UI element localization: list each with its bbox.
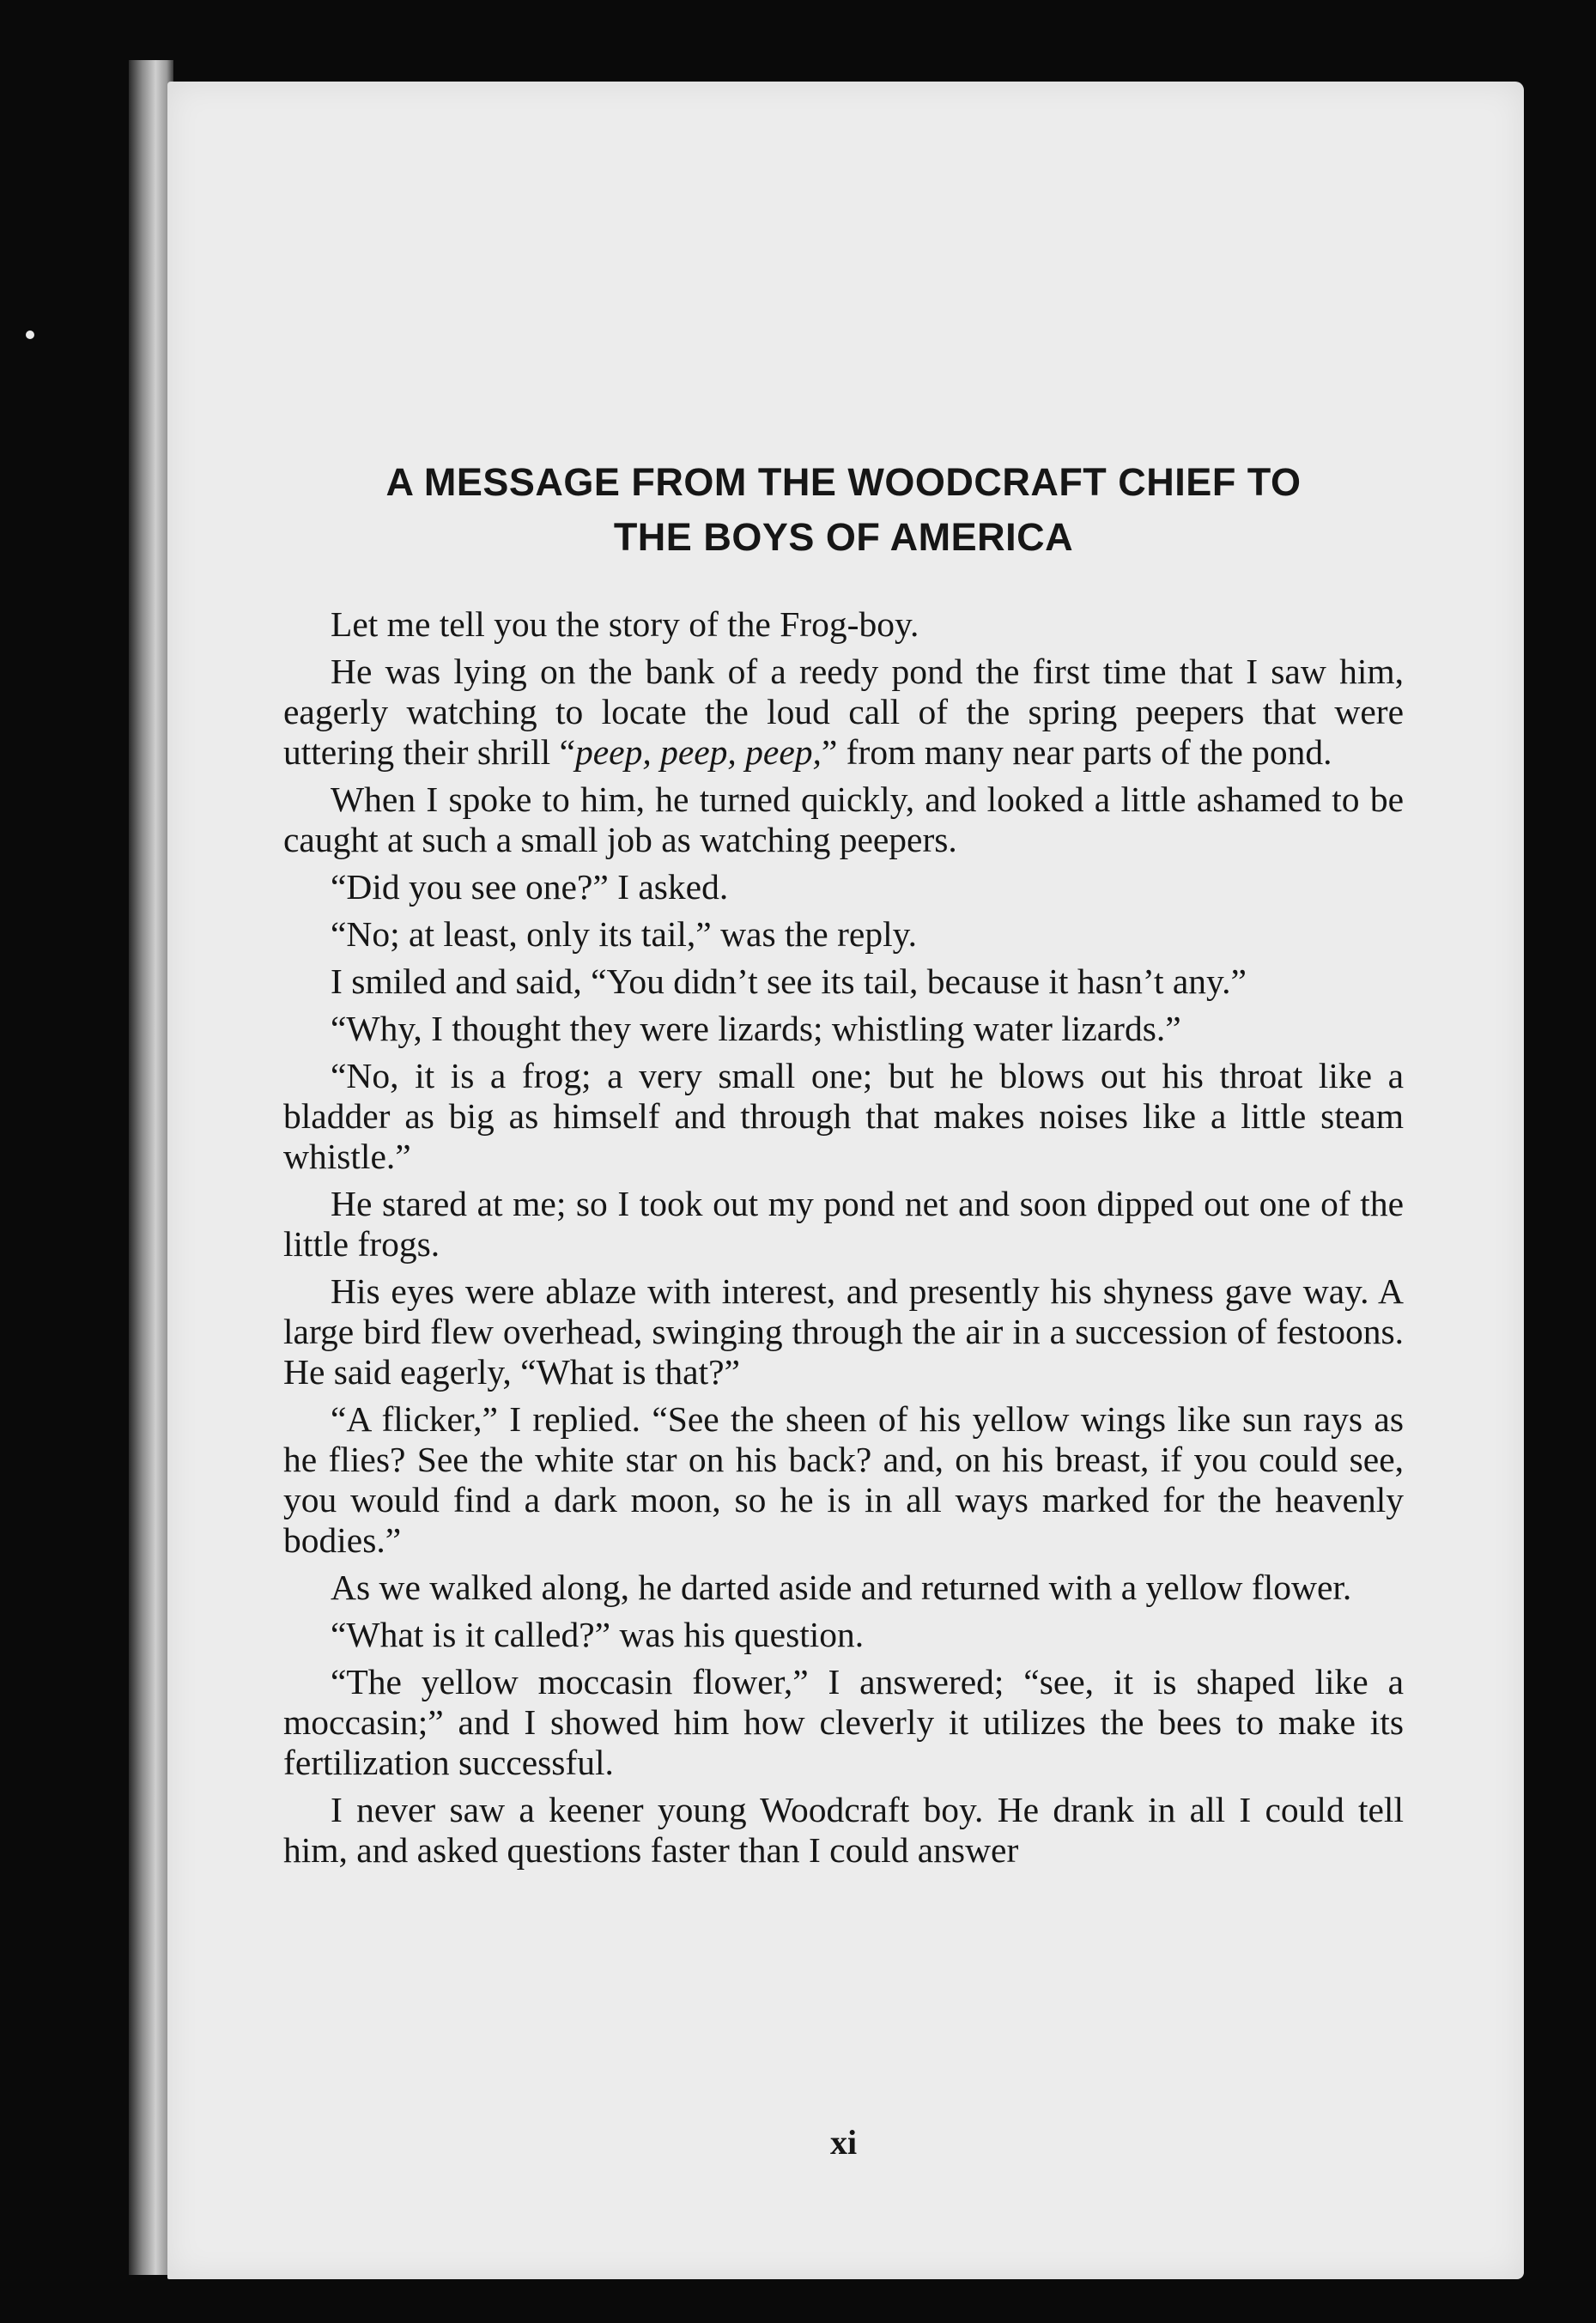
paragraph-14: “The yellow moccasin flower,” I answered; “see, it is shaped like a moccasin;” and I showed him how cleverly it utilizes the bees to make its fertilization successful. — [283, 1662, 1404, 1782]
paragraph-4: “Did you see one?” I asked. — [331, 867, 729, 907]
paragraph-2-italic: peep, peep, peep, — [574, 732, 822, 772]
chapter-title-line-2: THE BOYS OF AMERICA — [613, 515, 1074, 559]
paragraph-11: “A flicker,” I replied. “See the sheen of his yellow wings like sun rays as he flies? See the white star on his back? and, on his breast, if you could see, you would find a dark moon, so he is in all ways marked for the heavenly bodies.” — [283, 1399, 1404, 1560]
scan-speck — [26, 331, 34, 339]
page-content — [283, 455, 1404, 2162]
paragraph-13: “What is it called?” was his question. — [331, 1615, 865, 1654]
paragraph-3: When I spoke to him, he turned quickly, and looked a little ashamed to be caught at such a small job as watching peepers. — [283, 779, 1404, 859]
paragraph-2-tail: ” from many near parts of the pond. — [821, 732, 1332, 772]
page-number: xi — [829, 2123, 858, 2162]
paragraph-7: “Why, I thought they were lizards; whistling water lizards.” — [331, 1009, 1181, 1048]
paragraph-9: He stared at me; so I took out my pond net and soon dipped out one of the little frogs. — [283, 1184, 1404, 1264]
paragraph-2 — [283, 652, 1404, 773]
paragraph-6: I smiled and said, “You didn’t see its tail, because it hasn’t any.” — [331, 961, 1247, 1001]
scan-border — [0, 0, 129, 2323]
paragraph-8: “No, it is a frog; a very small one; but he blows out his throat like a bladder as big as himself and through that makes noises like a little steam whistle.” — [283, 1056, 1404, 1176]
paragraph-15: I never saw a keener young Woodcraft boy. He drank in all I could tell him, and asked questions faster than I could answer — [283, 1790, 1404, 1870]
paragraph-2-text: He was lying on the bank of a reedy pond the first time that I saw him, eagerly watching to locate the loud call of the spring peepers that were uttering their shrill “ — [283, 652, 1404, 772]
paragraph-10: His eyes were ablaze with interest, and presently his shyness gave way. A large bird flew overhead, swinging through the air in a succession of festoons. He said eagerly, “What is that?” — [283, 1271, 1404, 1392]
paragraph-12: As we walked along, he darted aside and returned with a yellow flower. — [331, 1568, 1352, 1607]
chapter-title — [283, 455, 1404, 565]
book-page — [167, 82, 1524, 2279]
paragraph-5: “No; at least, only its tail,” was the reply. — [331, 914, 918, 954]
chapter-title-line-1: A MESSAGE FROM THE WOODCRAFT CHIEF TO — [385, 460, 1302, 504]
paragraph-1: Let me tell you the story of the Frog-boy. — [331, 604, 919, 644]
